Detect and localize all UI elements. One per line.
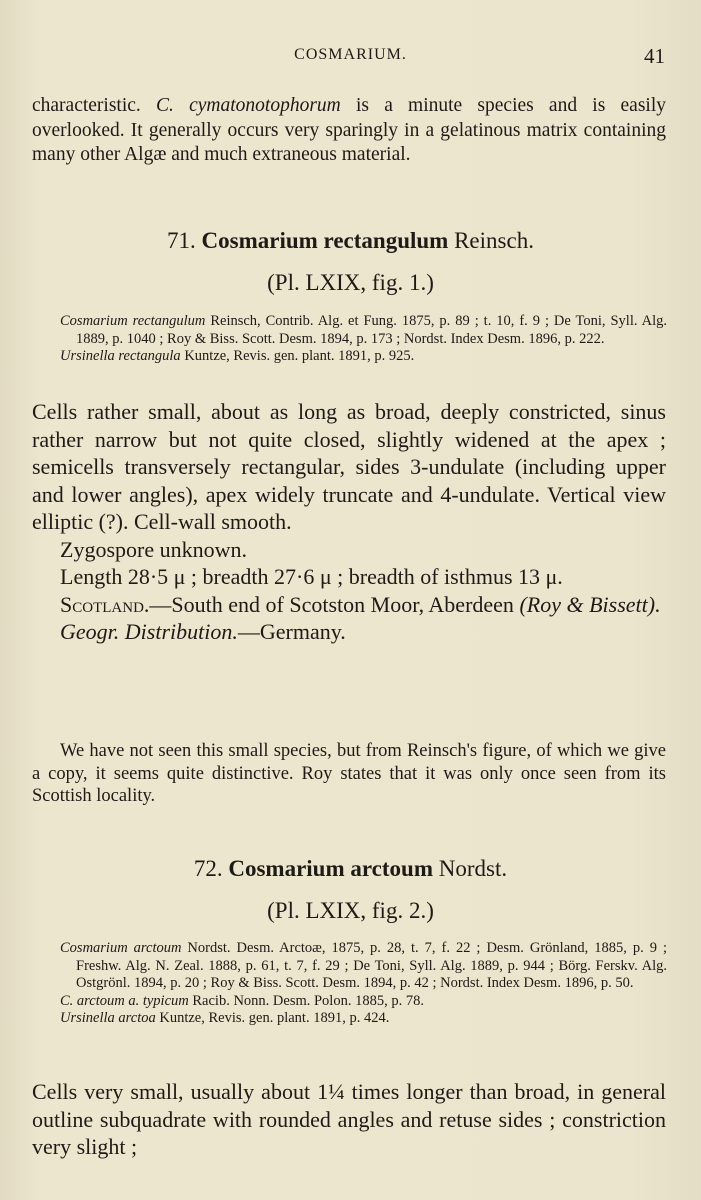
species-72-number: 72. [193,856,223,881]
synonym-name: Cosmarium arctoum [60,940,182,956]
species-71-description-block [32,398,666,646]
species-71-zygospore: Zygospore unknown. [60,536,247,562]
species-71-name: Cosmarium rectangulum [201,228,449,253]
page-header [0,44,701,68]
synonymy-entry [60,313,667,348]
species-71-synonymy [60,313,667,366]
intro-paragraph [32,94,666,168]
intro-rest: is a minute species and is easily overlooked. It generally occurs very sparingly in a gelatinous matrix containing many other Algæ and much extraneous material. [32,95,666,165]
synonym-citation: Kuntze, Revis. gen. plant. 1891, p. 424. [155,1010,390,1026]
species-72-plate-ref: (Pl. LXIX, fig. 2.) [267,898,434,923]
synonym-citation: Kuntze, Revis. gen. plant. 1891, p. 925. [180,348,415,364]
species-71-number: 71. [167,228,196,253]
locality-authors: (Roy & Bissett). [519,591,661,617]
species-71-plate-ref: (Pl. LXIX, fig. 1.) [267,270,434,295]
locality-label: Scotland. [60,591,150,617]
species-71-dimensions: Length 28·5 μ ; breadth 27·6 μ ; breadth of isthmus 13 μ. [60,564,563,589]
species-71-locality [32,591,666,619]
distribution-label: Geogr. Distribution. [60,619,238,644]
intro-lead: characteristic. [32,95,157,116]
running-head: COSMARIUM. [294,46,407,63]
synonymy-entry [60,1010,667,1028]
synonymy-entry [60,940,667,993]
distribution-text: —Germany. [237,619,346,644]
species-71-note: We have not seen this small species, but from Reinsch's figure, of which we give a copy, it seems quite distinctive. Roy states that it was only once seen from its Scottish locality. [32,741,666,806]
species-71-distribution [32,618,666,646]
synonym-name: C. arctoum a. typicum [60,992,189,1009]
synonym-name: Cosmarium rectangulum [60,313,206,329]
page-number: 41 [644,44,665,68]
synonymy-entry [60,348,667,366]
species-72-synonymy [60,940,667,1028]
species-72-name: Cosmarium arctoum [228,856,433,881]
species-71-author: Reinsch. [454,228,534,253]
species-71-heading [0,228,701,254]
species-72-author: Nordst. [438,856,508,881]
species-71-description: Cells rather small, about as long as broad, deeply constricted, sinus rather narrow but not quite closed, slightly widened at the apex ; semicells transversely rectangular, sides 3-undulate (including upper and lower angles), apex widely truncate and 4-undulate. Vertical view elliptic (?). Cell-wall smooth. [32,399,666,534]
synonym-citation: Nordst. Desm. Arctoæ, 1875, p. 28, t. 7, f. 22 ; Desm. Grönland, 1885, p. 9 ; Freshw. Alg. N. Zeal. 1888, p. 61, t. 7, f. 29 ; De Toni, Syll. Alg. 1889, p. 944 ; Börg. Ferskv. Alg. Ostgrönl. 1894, p. 20 ; Roy & Biss. Scott. Desm. 1894, p. 42 ; Nordst. Index Desm. 1896, p. 50. [76,940,667,991]
species-72-heading [0,856,701,882]
synonym-name: Ursinella rectangula [60,348,181,364]
synonymy-entry [60,993,667,1011]
intro-species-name: C. cymatonotophorum [156,95,341,116]
synonym-name: Ursinella arctoa [60,1010,156,1026]
species-72-description: Cells very small, usually about 1¼ times longer than broad, in general outline subquadrate with rounded angles and retuse sides ; constriction very slight ; [32,1079,666,1159]
synonym-citation: Racib. Nonn. Desm. Polon. 1885, p. 78. [188,992,424,1009]
synonym-citation: Reinsch, Contrib. Alg. et Fung. 1875, p. 89 ; t. 10, f. 9 ; De Toni, Syll. Alg. 1889, p. 1040 ; Roy & Biss. Scott. Desm. 1894, p. 173 ; Nordst. Index Desm. 1896, p. 222. [76,313,667,347]
locality-text: —South end of Scotston Moor, Aberdeen [149,591,514,617]
